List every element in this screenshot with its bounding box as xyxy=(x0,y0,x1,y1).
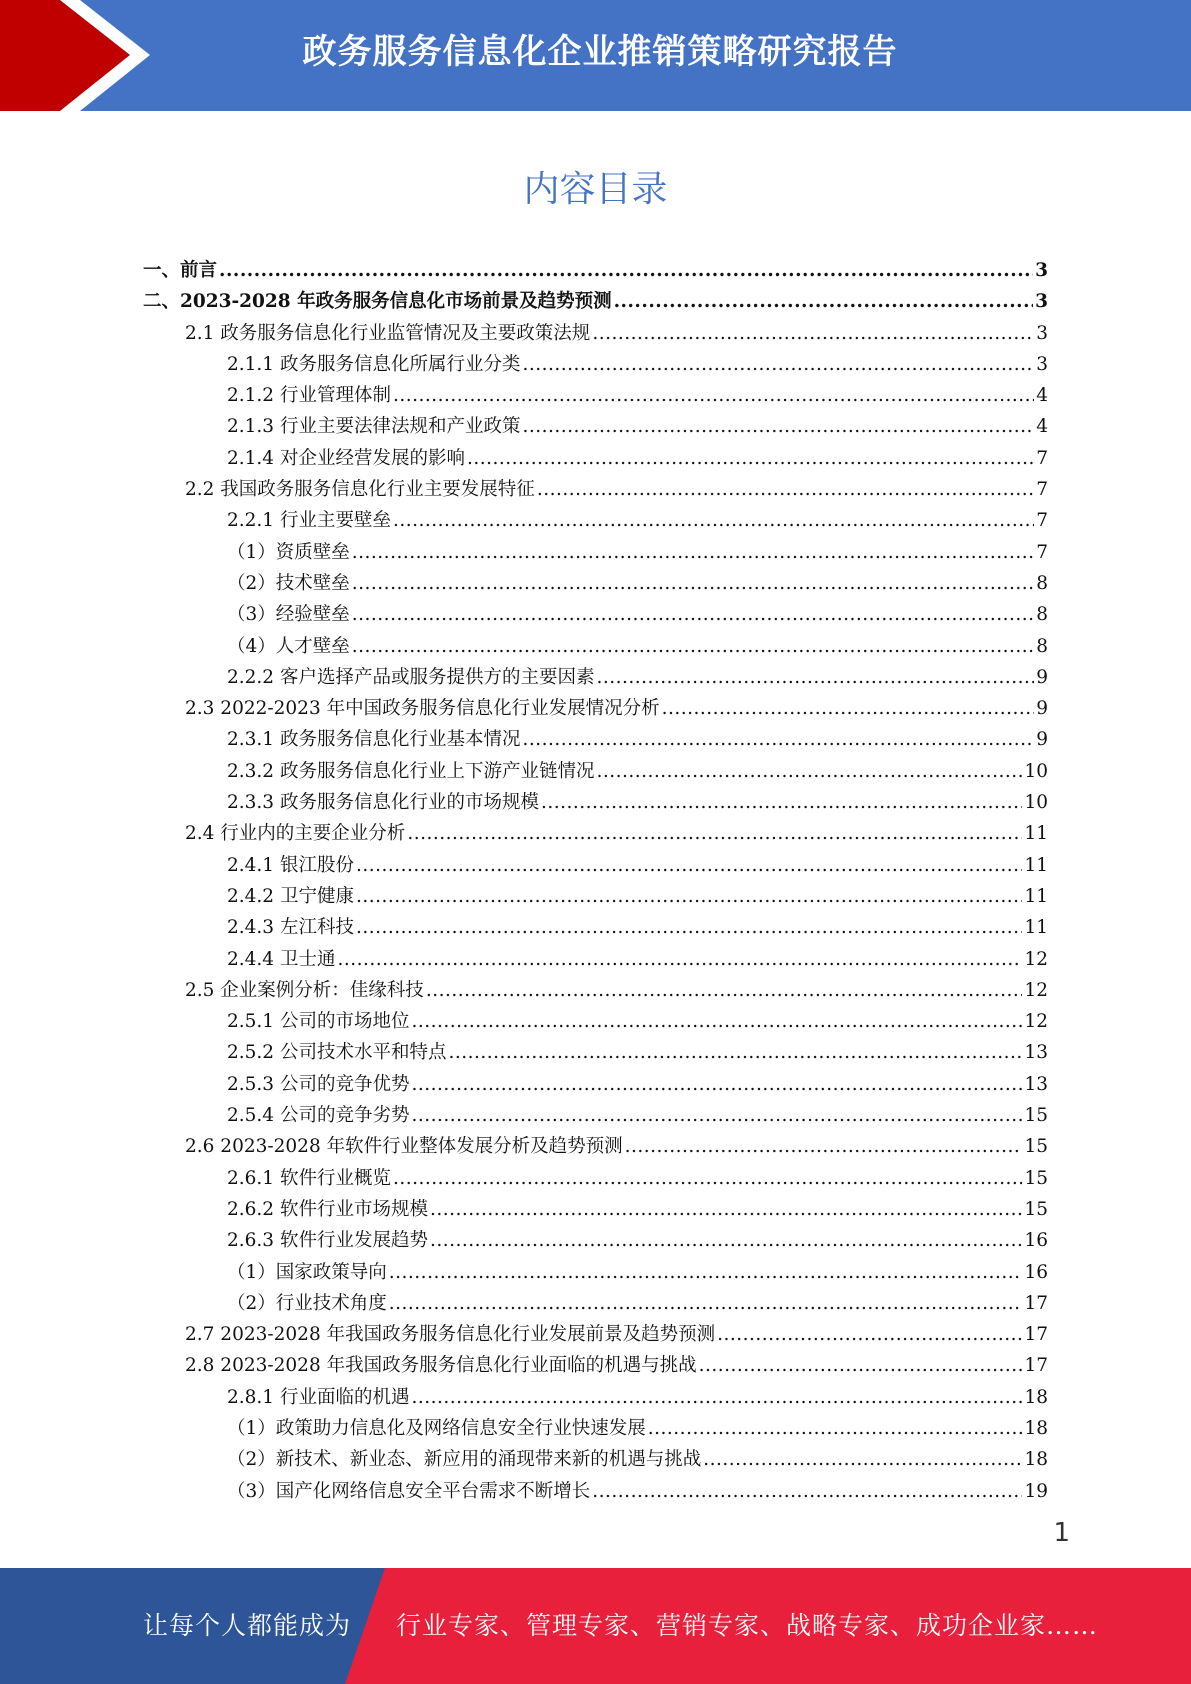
toc-entry[interactable] xyxy=(143,255,1048,286)
toc-entry-label: 2.6.2 软件行业市场规模 xyxy=(227,1198,428,1220)
toc-entry[interactable] xyxy=(143,349,1048,380)
toc-entry[interactable] xyxy=(143,1319,1048,1350)
toc-entry-page: 10 xyxy=(1024,760,1048,782)
toc-entry[interactable] xyxy=(143,505,1048,536)
toc-entry[interactable] xyxy=(143,1037,1048,1068)
toc-entry-label: 2.6.1 软件行业概览 xyxy=(227,1167,391,1189)
toc-entry-label: （2）技术壁垒 xyxy=(227,572,350,594)
toc-dot-leader xyxy=(522,349,1034,380)
toc-entry-label: （1）资质壁垒 xyxy=(227,541,350,563)
toc-entry-page: 15 xyxy=(1024,1198,1048,1220)
toc-entry-label: 2.7 2023-2028 年我国政务服务信息化行业发展前景及趋势预测 xyxy=(185,1324,716,1346)
report-title: 政务服务信息化企业推销策略研究报告 xyxy=(302,32,898,72)
toc-dot-leader xyxy=(352,599,1034,630)
toc-dot-leader xyxy=(411,1382,1022,1413)
toc-entry[interactable] xyxy=(143,944,1048,975)
toc-entry-label: 2.1.4 对企业经营发展的影响 xyxy=(227,447,465,469)
toc-entry[interactable] xyxy=(143,881,1048,912)
toc-entry-label: 2.1 政务服务信息化行业监管情况及主要政策法规 xyxy=(185,322,591,344)
toc-entry[interactable] xyxy=(143,1163,1048,1194)
toc-entry-label: （3）国产化网络信息安全平台需求不断增长 xyxy=(227,1480,591,1502)
toc-dot-leader xyxy=(411,1006,1022,1037)
toc-entry[interactable] xyxy=(143,787,1048,818)
toc-entry-page: 17 xyxy=(1024,1324,1048,1346)
toc-entry[interactable] xyxy=(143,975,1048,1006)
toc-dot-leader xyxy=(648,1413,1023,1444)
toc-dot-leader xyxy=(430,1194,1022,1225)
toc-entry-page: 3 xyxy=(1036,322,1048,344)
toc-entry[interactable] xyxy=(143,850,1048,881)
toc-entry-page: 12 xyxy=(1024,948,1048,970)
toc-entry-label: 2.3.1 政务服务信息化行业基本情况 xyxy=(227,729,521,751)
toc-entry[interactable] xyxy=(143,1006,1048,1037)
toc-entry-label: （2）新技术、新业态、新应用的涌现带来新的机遇与挑战 xyxy=(227,1449,702,1471)
toc-dot-leader xyxy=(219,255,1033,286)
toc-dot-leader xyxy=(426,975,1023,1006)
toc-entry-label: 2.3.2 政务服务信息化行业上下游产业链情况 xyxy=(227,760,595,782)
toc-entry-page: 17 xyxy=(1024,1355,1048,1377)
toc-entry-page: 16 xyxy=(1024,1230,1048,1252)
toc-entry-page: 13 xyxy=(1024,1042,1048,1064)
toc-entry-label: 2.5.3 公司的竞争优势 xyxy=(227,1073,410,1095)
toc-entry-page: 7 xyxy=(1036,479,1048,501)
toc-entry[interactable] xyxy=(143,631,1048,662)
toc-entry-label: 2.5.2 公司技术水平和特点 xyxy=(227,1042,447,1064)
toc-entry-page: 13 xyxy=(1024,1073,1048,1095)
toc-entry-page: 3 xyxy=(1035,291,1048,313)
toc-dot-leader xyxy=(717,1319,1022,1350)
toc-entry-page: 11 xyxy=(1024,917,1048,939)
toc-entry-label: 2.4 行业内的主要企业分析 xyxy=(185,823,406,845)
table-of-contents xyxy=(143,255,1048,1507)
toc-entry[interactable] xyxy=(143,1100,1048,1131)
toc-entry[interactable] xyxy=(143,756,1048,787)
toc-entry-label: 2.5.4 公司的竞争劣势 xyxy=(227,1105,410,1127)
toc-entry-page: 4 xyxy=(1036,385,1048,407)
toc-dot-leader xyxy=(625,1131,1023,1162)
toc-entry-page: 15 xyxy=(1024,1136,1048,1158)
toc-entry-page: 4 xyxy=(1036,416,1048,438)
toc-entry-label: 一、前言 xyxy=(143,260,218,281)
toc-heading: 内容目录 xyxy=(523,169,668,210)
toc-dot-leader xyxy=(352,568,1034,599)
toc-entry-page: 15 xyxy=(1024,1105,1048,1127)
toc-entry[interactable] xyxy=(143,380,1048,411)
toc-dot-leader xyxy=(407,818,1022,849)
toc-entry-label: 2.8 2023-2028 年我国政务服务信息化行业面临的机遇与挑战 xyxy=(185,1355,697,1377)
toc-entry-label: 2.8.1 行业面临的机遇 xyxy=(227,1386,410,1408)
toc-dot-leader xyxy=(592,318,1034,349)
toc-entry[interactable] xyxy=(143,1131,1048,1162)
toc-entry[interactable] xyxy=(143,1225,1048,1256)
toc-dot-leader xyxy=(389,1257,1023,1288)
toc-entry-page: 8 xyxy=(1036,635,1048,657)
footer-slogan: 让每个人都能成为 xyxy=(143,1611,352,1640)
toc-dot-leader xyxy=(411,1100,1022,1131)
toc-entry[interactable] xyxy=(143,693,1048,724)
toc-entry-page: 11 xyxy=(1024,823,1048,845)
toc-entry-label: 2.6.3 软件行业发展趋势 xyxy=(227,1230,428,1252)
toc-dot-leader xyxy=(356,850,1023,881)
toc-dot-leader xyxy=(448,1037,1022,1068)
page-footer xyxy=(0,1568,1191,1684)
toc-entry-label: 2.2.1 行业主要壁垒 xyxy=(227,510,391,532)
toc-entry-label: 2.1.2 行业管理体制 xyxy=(227,385,391,407)
toc-dot-leader xyxy=(393,505,1034,536)
toc-entry[interactable] xyxy=(143,818,1048,849)
toc-entry-page: 7 xyxy=(1036,541,1048,563)
toc-entry[interactable] xyxy=(143,1194,1048,1225)
toc-entry-label: （1）政策助力信息化及网络信息安全行业快速发展 xyxy=(227,1417,646,1439)
toc-entry[interactable] xyxy=(143,1413,1048,1444)
toc-dot-leader xyxy=(356,881,1023,912)
toc-entry[interactable] xyxy=(143,1257,1048,1288)
toc-entry-page: 10 xyxy=(1024,792,1048,814)
toc-entry[interactable] xyxy=(143,662,1048,693)
toc-entry-label: 2.2 我国政务服务信息化行业主要发展特征 xyxy=(185,479,535,501)
toc-entry[interactable] xyxy=(143,1444,1048,1475)
toc-entry-label: 2.5 企业案例分析：佳缘科技 xyxy=(185,979,424,1001)
toc-dot-leader xyxy=(699,1350,1023,1381)
toc-entry-page: 19 xyxy=(1024,1480,1048,1502)
toc-dot-leader xyxy=(662,693,1035,724)
toc-entry[interactable] xyxy=(143,1382,1048,1413)
toc-dot-leader xyxy=(537,474,1034,505)
toc-dot-leader xyxy=(356,912,1023,943)
toc-entry-page: 7 xyxy=(1036,447,1048,469)
toc-entry[interactable] xyxy=(143,1476,1048,1507)
toc-entry-label: （4）人才壁垒 xyxy=(227,635,350,657)
toc-entry-label: 2.6 2023-2028 年软件行业整体发展分析及趋势预测 xyxy=(185,1136,623,1158)
page-header xyxy=(0,0,1191,111)
toc-entry-label: 2.4.4 卫士通 xyxy=(227,948,336,970)
toc-dot-leader xyxy=(430,1225,1022,1256)
toc-entry-page: 15 xyxy=(1024,1167,1048,1189)
toc-entry-page: 16 xyxy=(1024,1261,1048,1283)
toc-dot-leader xyxy=(352,537,1034,568)
toc-entry-page: 8 xyxy=(1036,604,1048,626)
toc-entry-page: 3 xyxy=(1035,260,1048,281)
toc-dot-leader xyxy=(467,443,1034,474)
toc-entry-label: （1）国家政策导向 xyxy=(227,1261,387,1283)
toc-dot-leader xyxy=(592,1476,1022,1507)
toc-entry[interactable] xyxy=(143,474,1048,505)
toc-dot-leader xyxy=(703,1444,1022,1475)
toc-entry[interactable] xyxy=(143,912,1048,943)
toc-entry-label: 2.4.2 卫宁健康 xyxy=(227,885,354,907)
toc-dot-leader xyxy=(541,787,1022,818)
toc-entry[interactable] xyxy=(143,1069,1048,1100)
toc-entry-page: 18 xyxy=(1024,1386,1048,1408)
toc-entry-page: 8 xyxy=(1036,572,1048,594)
toc-dot-leader xyxy=(389,1288,1023,1319)
toc-dot-leader xyxy=(596,662,1034,693)
toc-entry-label: 2.3.3 政务服务信息化行业的市场规模 xyxy=(227,792,539,814)
toc-entry-page: 18 xyxy=(1024,1417,1048,1439)
toc-entry-label: （3）经验壁垒 xyxy=(227,604,350,626)
toc-entry-label: （2）行业技术角度 xyxy=(227,1292,387,1314)
toc-entry[interactable] xyxy=(143,568,1048,599)
toc-entry-label: 2.1.1 政务服务信息化所属行业分类 xyxy=(227,353,521,375)
toc-dot-leader xyxy=(596,756,1022,787)
toc-dot-leader xyxy=(393,380,1034,411)
toc-dot-leader xyxy=(337,944,1022,975)
toc-entry-page: 9 xyxy=(1036,729,1048,751)
toc-entry[interactable] xyxy=(143,443,1048,474)
toc-entry[interactable] xyxy=(143,286,1048,317)
toc-entry-page: 17 xyxy=(1024,1292,1048,1314)
toc-entry-label: 2.4.3 左江科技 xyxy=(227,917,354,939)
toc-entry-page: 7 xyxy=(1036,510,1048,532)
toc-entry-label: 2.1.3 行业主要法律法规和产业政策 xyxy=(227,416,521,438)
toc-dot-leader xyxy=(614,286,1034,317)
toc-entry[interactable] xyxy=(143,599,1048,630)
toc-entry[interactable] xyxy=(143,411,1048,442)
toc-entry-label: 二、2023-2028 年政务服务信息化市场前景及趋势预测 xyxy=(143,291,612,313)
toc-entry[interactable] xyxy=(143,1350,1048,1381)
toc-entry-page: 9 xyxy=(1036,666,1048,688)
toc-dot-leader xyxy=(522,724,1034,755)
toc-dot-leader xyxy=(522,411,1034,442)
toc-entry[interactable] xyxy=(143,318,1048,349)
toc-dot-leader xyxy=(393,1163,1022,1194)
toc-entry-label: 2.2.2 客户选择产品或服务提供方的主要因素 xyxy=(227,666,595,688)
toc-entry[interactable] xyxy=(143,537,1048,568)
footer-roles: 行业专家、管理专家、营销专家、战略专家、成功企业家…… xyxy=(396,1611,1099,1640)
toc-entry-page: 3 xyxy=(1036,353,1048,375)
toc-entry-label: 2.4.1 银江股份 xyxy=(227,854,354,876)
toc-entry[interactable] xyxy=(143,1288,1048,1319)
toc-entry-page: 12 xyxy=(1024,1011,1048,1033)
toc-dot-leader xyxy=(352,631,1034,662)
toc-entry-page: 18 xyxy=(1024,1449,1048,1471)
page-number: 1 xyxy=(1053,1518,1070,1548)
toc-entry-page: 9 xyxy=(1036,698,1048,720)
toc-entry-page: 11 xyxy=(1024,854,1048,876)
toc-entry-page: 11 xyxy=(1024,885,1048,907)
toc-entry[interactable] xyxy=(143,724,1048,755)
toc-entry-label: 2.5.1 公司的市场地位 xyxy=(227,1011,410,1033)
toc-entry-page: 12 xyxy=(1024,979,1048,1001)
toc-dot-leader xyxy=(411,1069,1022,1100)
toc-entry-label: 2.3 2022-2023 年中国政务服务信息化行业发展情况分析 xyxy=(185,698,660,720)
